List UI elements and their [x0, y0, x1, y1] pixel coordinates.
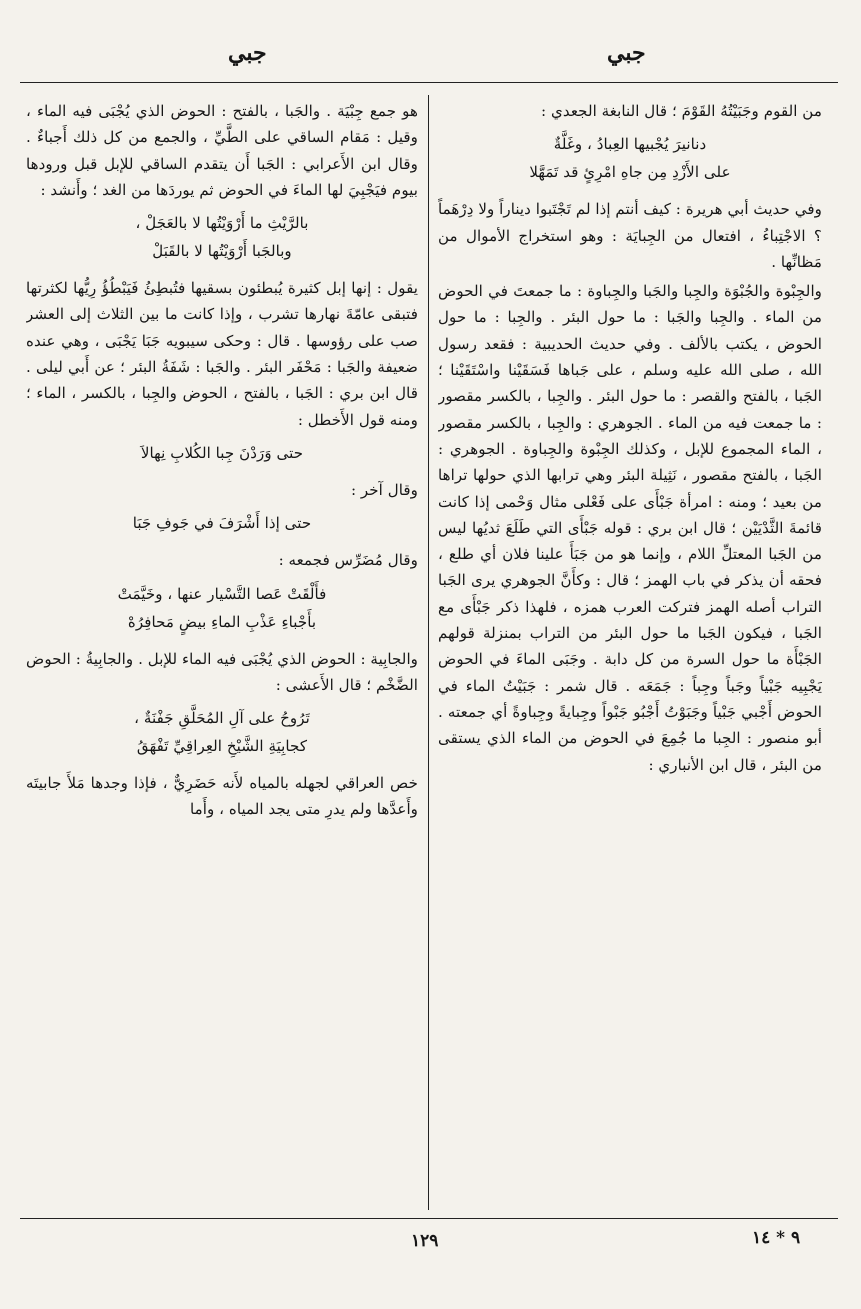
verse — [438, 130, 822, 186]
verse — [26, 580, 418, 636]
verse-line: بالرَّيْثِ ما أَرْوَيْتُها لا بالعَجَلْ ، — [135, 214, 309, 233]
verse-line: بأَجْباءِ عَذْبِ الماءِ بيضٍ مَحافِرُهْ — [127, 612, 317, 631]
verse-line: دنانيرَ يُجْبيها العِبادُ ، وغَلَّةٌ — [553, 135, 707, 154]
verse-line: تَرُوحُ على آلِ المُحَلَّقِ جَفْنَةٌ ، — [134, 709, 310, 728]
verse — [26, 209, 418, 265]
running-header-right: جبي — [607, 40, 646, 66]
verse-line: كجابِيَةِ الشَّيْخِ العِراقِيِّ تَفْهَقُ — [136, 737, 308, 756]
paragraph: والجابِية : الحوض الذي يُجْبَى فيه الماء للإبل . والجابِيةُ : الحوض الضَّخْم ؛ قال الأَعشى : — [26, 649, 418, 694]
paragraph: وفي حديث أبي هريرة : كيف أنتم إذا لم تَجْتَبوا ديناراً ولا دِرْهَماً ؟ الاجْتِباءُ ، افتعال من الجِبايَة : وهو استخراج الأموال من مَظانِّها . — [438, 200, 822, 271]
right-column — [438, 98, 822, 1210]
paragraph: وقال مُضَرِّس فجمعه : — [278, 551, 418, 570]
verse — [26, 439, 418, 467]
paragraph: وقال آخر : — [350, 480, 418, 499]
verse-line: وبالجَبا أَرْوَيْتُها لا بالقَبَلْ — [152, 242, 292, 261]
page-number: ١٢٩ — [411, 1231, 439, 1251]
paragraph: يقول : إنها إبل كثيرة يُبطئون بسقيها فتُبطِئُ فَيَبْطُؤُ رِيُّها لكثرتها فتبقى عامّةَ نهارها تشرب ، وإذا كانت ما بين الثلاث إلى العشر صب على رؤوسها . قال : وحكى سيبويه جَبَا يَجْبَى ، وهي عنده ضعيفة والجَبا : مَحْفَر البئر . والجَبا : شَفَةُ البئر ؛ عن أَبي ليلى . قال ابن بري : الجَبا ، بالفتح ، الحوض والجِبا ، بالكسر ، الماء ؛ ومنه قول الأَخطل : — [26, 279, 418, 429]
paragraph: من القوم وجَبَيْتُهُ القَوْمَ ؛ قال النابغة الجعدي : — [541, 102, 822, 120]
paragraph: والجِبْوة والجُبْوَة والجِبا والجَبا والجِباوة : ما جمعتَ في الحوض من الماء . والجِبا والجَبا : ما حول البئر . والجِبا : ما حول الحوض ، يكتب بالألف . وفي حديث الحديبية : فقعد رسول الله ، صلى الله عليه وسلم ، على جَباها فَسَقَيْنا واسْتَقَيْنا ؛ الجَبا ، بالفتح والقصر : ما حول البئر . والجِبا ، بالكسر مقصور : ما جمعت فيه من الماء . الجوهري : والجِبا ، بالكسر مقصور ، الماء المجموع للإبل ، وكذلك الجِبْوة والجِباوة . الجوهري : الجَبا ، بالفتح مقصور ، نَثِيلة البئر وهي ترابها الذي حولها تراها من بعيد ؛ ومنه : امرأة جَبْأَى على فَعْلى مثال وَحْمى إذا كانت قائمةَ الثَّدْيَيْن ؛ قال ابن بري : قوله جَبْأَى التي طَلَعَ ثديُها ليس من الجَبا المعتلِّ اللام ، وإنما هو من جَبَأَ علينا فلان أي طلع ، فحقه أن يذكر في باب الهمز ؛ قال : وكأَنَّ الجوهري يرى الجَبا التراب أصله الهمز فتركت العرب همزه ، فلهذا ذكر جَبْأَى مع الجَبا ، فيكون الجَبا ما حول البئر من التراب بمنزلة قولهم الجَبْأَة ما حول السرة من كل دابة . وجَبَى الماءَ في الحوض يَجْبِيه جَبْياً وجَباً وجِباً : جَمَعَه . قال شمر : جَبَيْتُ الماء في الحوض أَجْبي جَبْياً وجَبَوْتُ أَجْبُو جَبْواً وجِبايةً وجِباوةً أي جمعته . أبو منصور : الجِبا ما جُمِعَ في الحوض من الماء الذي يستقى من البئر ، قال ابن الأنباري : — [438, 282, 822, 774]
verse — [26, 509, 418, 537]
column-divider — [428, 95, 429, 1210]
header-rule — [20, 82, 838, 83]
signature-mark: ٩ * ١٤ — [752, 1228, 801, 1248]
verse-line: فأَلْقَتْ عَصا التَّسْيار عنها ، وخَيَّمَتْ — [117, 584, 327, 603]
verse-line: حتى إذا أَشْرَفَ في جَوفِ جَبَا — [132, 514, 312, 533]
running-header-left: جبي — [228, 40, 267, 66]
verse-line: على الأَزْدِ مِن جاهِ امْرِئٍ قد تَمَهَّلا — [529, 163, 731, 182]
paragraph: هو جمع جِبْيَة . والجَبا ، بالفتح : الحوض الذي يُجْبَى فيه الماء ، وقيل : مَقام الساقي على الطَّيِّ ، والجمع من كل ذلك أَجباءٌ . وقال ابن الأَعرابي : الجَبا أَن يتقدم الساقي للإبل قبل ورودها بيوم فيَجْبِيَ لها الماءَ في الحوض ثم يوردَها من الغد ؛ وأَنشد : — [26, 102, 418, 199]
verse-line: حتى وَرَدْنَ جِبا الكُلابِ نِهالاَ — [140, 443, 304, 462]
verse — [26, 704, 418, 760]
paragraph: خص العراقي لجهله بالمياه لأَنه حَضَرِيٌّ ، فإذا وجدها مَلأَ جابيتَه وأَعدَّها ولم يدرِ متى يجد المياه ، وأَما — [26, 774, 418, 819]
left-column — [26, 98, 418, 1210]
footer-rule — [20, 1218, 838, 1219]
